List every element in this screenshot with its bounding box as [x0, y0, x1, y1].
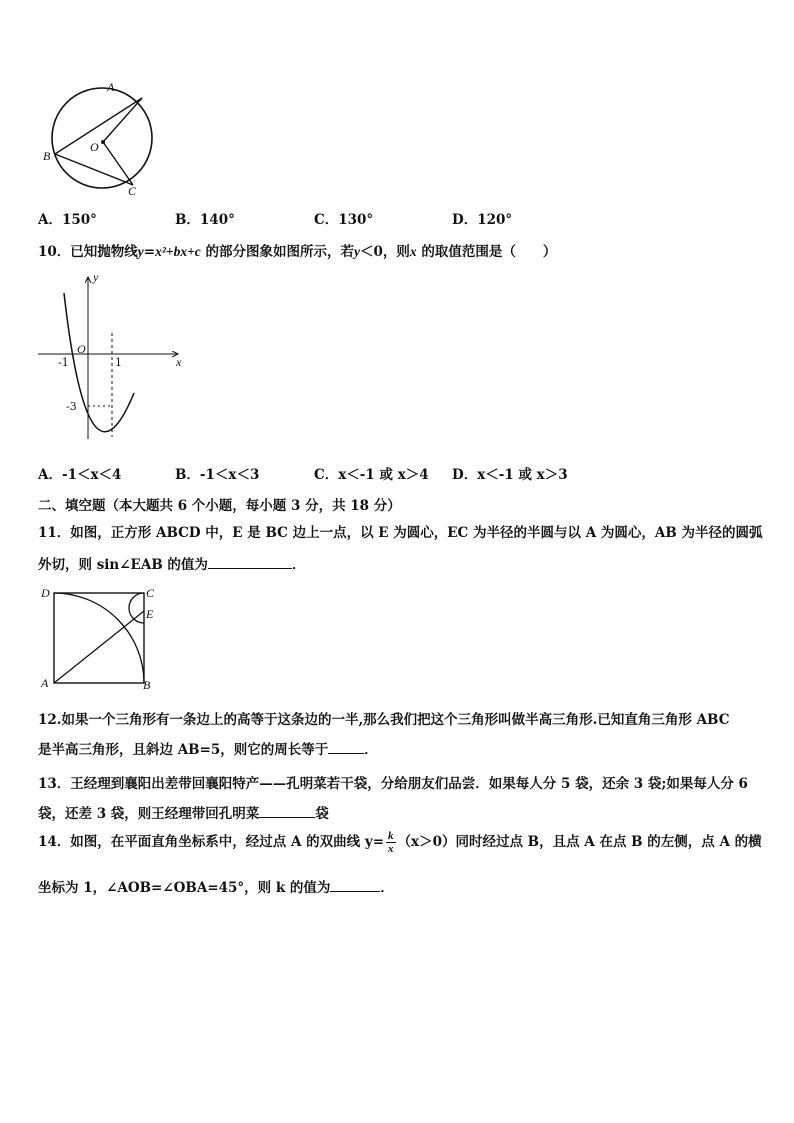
q14-line1: 14．如图，在平面直角坐标系中，经过点 A 的双曲线 y= $\frac{k}{x}$ （x＞0）同时经过点 B，且点 A 在点 B 的左侧，点 A 的横: [38, 830, 762, 855]
q9-option-d: D．120°: [452, 212, 513, 228]
arc-a-radius-ab: [54, 593, 144, 683]
q11-label-a: A: [41, 676, 49, 690]
semicircle-e: [129, 593, 144, 623]
q9-label-c: C: [128, 184, 137, 198]
q14-answer-blank[interactable]: [330, 879, 380, 892]
q9-option-a: A．150°: [38, 212, 97, 228]
q10-label-o: O: [77, 342, 86, 356]
q13-answer-blank[interactable]: [259, 805, 315, 818]
q10-label-neg3: -3: [66, 400, 77, 413]
q10-option-c: C．x＜-1 或 x＞4: [314, 467, 429, 483]
segment-bc: [55, 154, 133, 185]
section-heading: 二、填空题（本大题共 6 个小题，每小题 3 分，共 18 分）: [38, 498, 401, 514]
q10-option-d: D．x＜-1 或 x＞3: [452, 467, 568, 483]
segment-ae: [54, 611, 144, 683]
q14-line2: 坐标为 1，∠AOB=∠OBA=45°，则 k 的值为 ．: [38, 880, 394, 896]
q10-option-b: B．-1＜x＜3: [175, 467, 260, 483]
q10-label-neg1: -1: [58, 356, 69, 369]
q13-line1: 13．王经理到襄阳出差带回襄阳特产——孔明菜若干袋，分给朋友们品尝．如果每人分 5 袋，还余 3 袋;如果每人分 6: [38, 776, 748, 792]
q9-label-b: B: [43, 149, 51, 163]
q9-label-a: A: [107, 80, 115, 94]
q11-label-d: D: [41, 586, 50, 600]
q9-circle-figure: [30, 78, 170, 203]
q10-option-a: A．-1＜x＜4: [38, 467, 122, 483]
q9-label-o: O: [90, 140, 99, 154]
q11-answer-blank[interactable]: [208, 556, 292, 569]
q10-label-y: y: [93, 270, 99, 284]
q10-label-pos1: 1: [115, 356, 122, 369]
square-abcd: [54, 593, 144, 683]
q14-fraction: $\frac{k}{x}$: [388, 830, 394, 855]
q9-option-b: B．140°: [175, 212, 235, 228]
q11-label-b: B: [143, 678, 151, 692]
q12-line2: 是半高三角形，且斜边 AB=5，则它的周长等于 ．: [38, 742, 378, 758]
q10-stem: 10．已知抛物线y=x²+bx+c 的部分图象如图所示，若y＜0，则x 的取值范围是（ ）: [38, 244, 557, 260]
q11-label-c: C: [146, 586, 155, 600]
q11-line2: 外切，则 sin∠EAB 的值为 ．: [38, 557, 306, 573]
center-dot: [101, 140, 105, 144]
q12-answer-blank[interactable]: [328, 741, 364, 754]
q10-label-x: x: [176, 355, 182, 369]
q12-line1: 12.如果一个三角形有一条边上的高等于这条边的一半,那么我们把这个三角形叫做半高三角形.已知直角三角形 ABC: [38, 712, 730, 728]
q11-line1: 11．如图，正方形 ABCD 中，E 是 BC 边上一点，以 E 为圆心，EC 为半径的半圆与以 A 为圆心，AB 为半径的圆弧: [38, 525, 763, 541]
q13-line2: 袋，还差 3 袋，则王经理带回孔明菜 袋: [38, 806, 329, 822]
q9-option-c: C．130°: [314, 212, 374, 228]
q11-label-e: E: [146, 607, 154, 621]
